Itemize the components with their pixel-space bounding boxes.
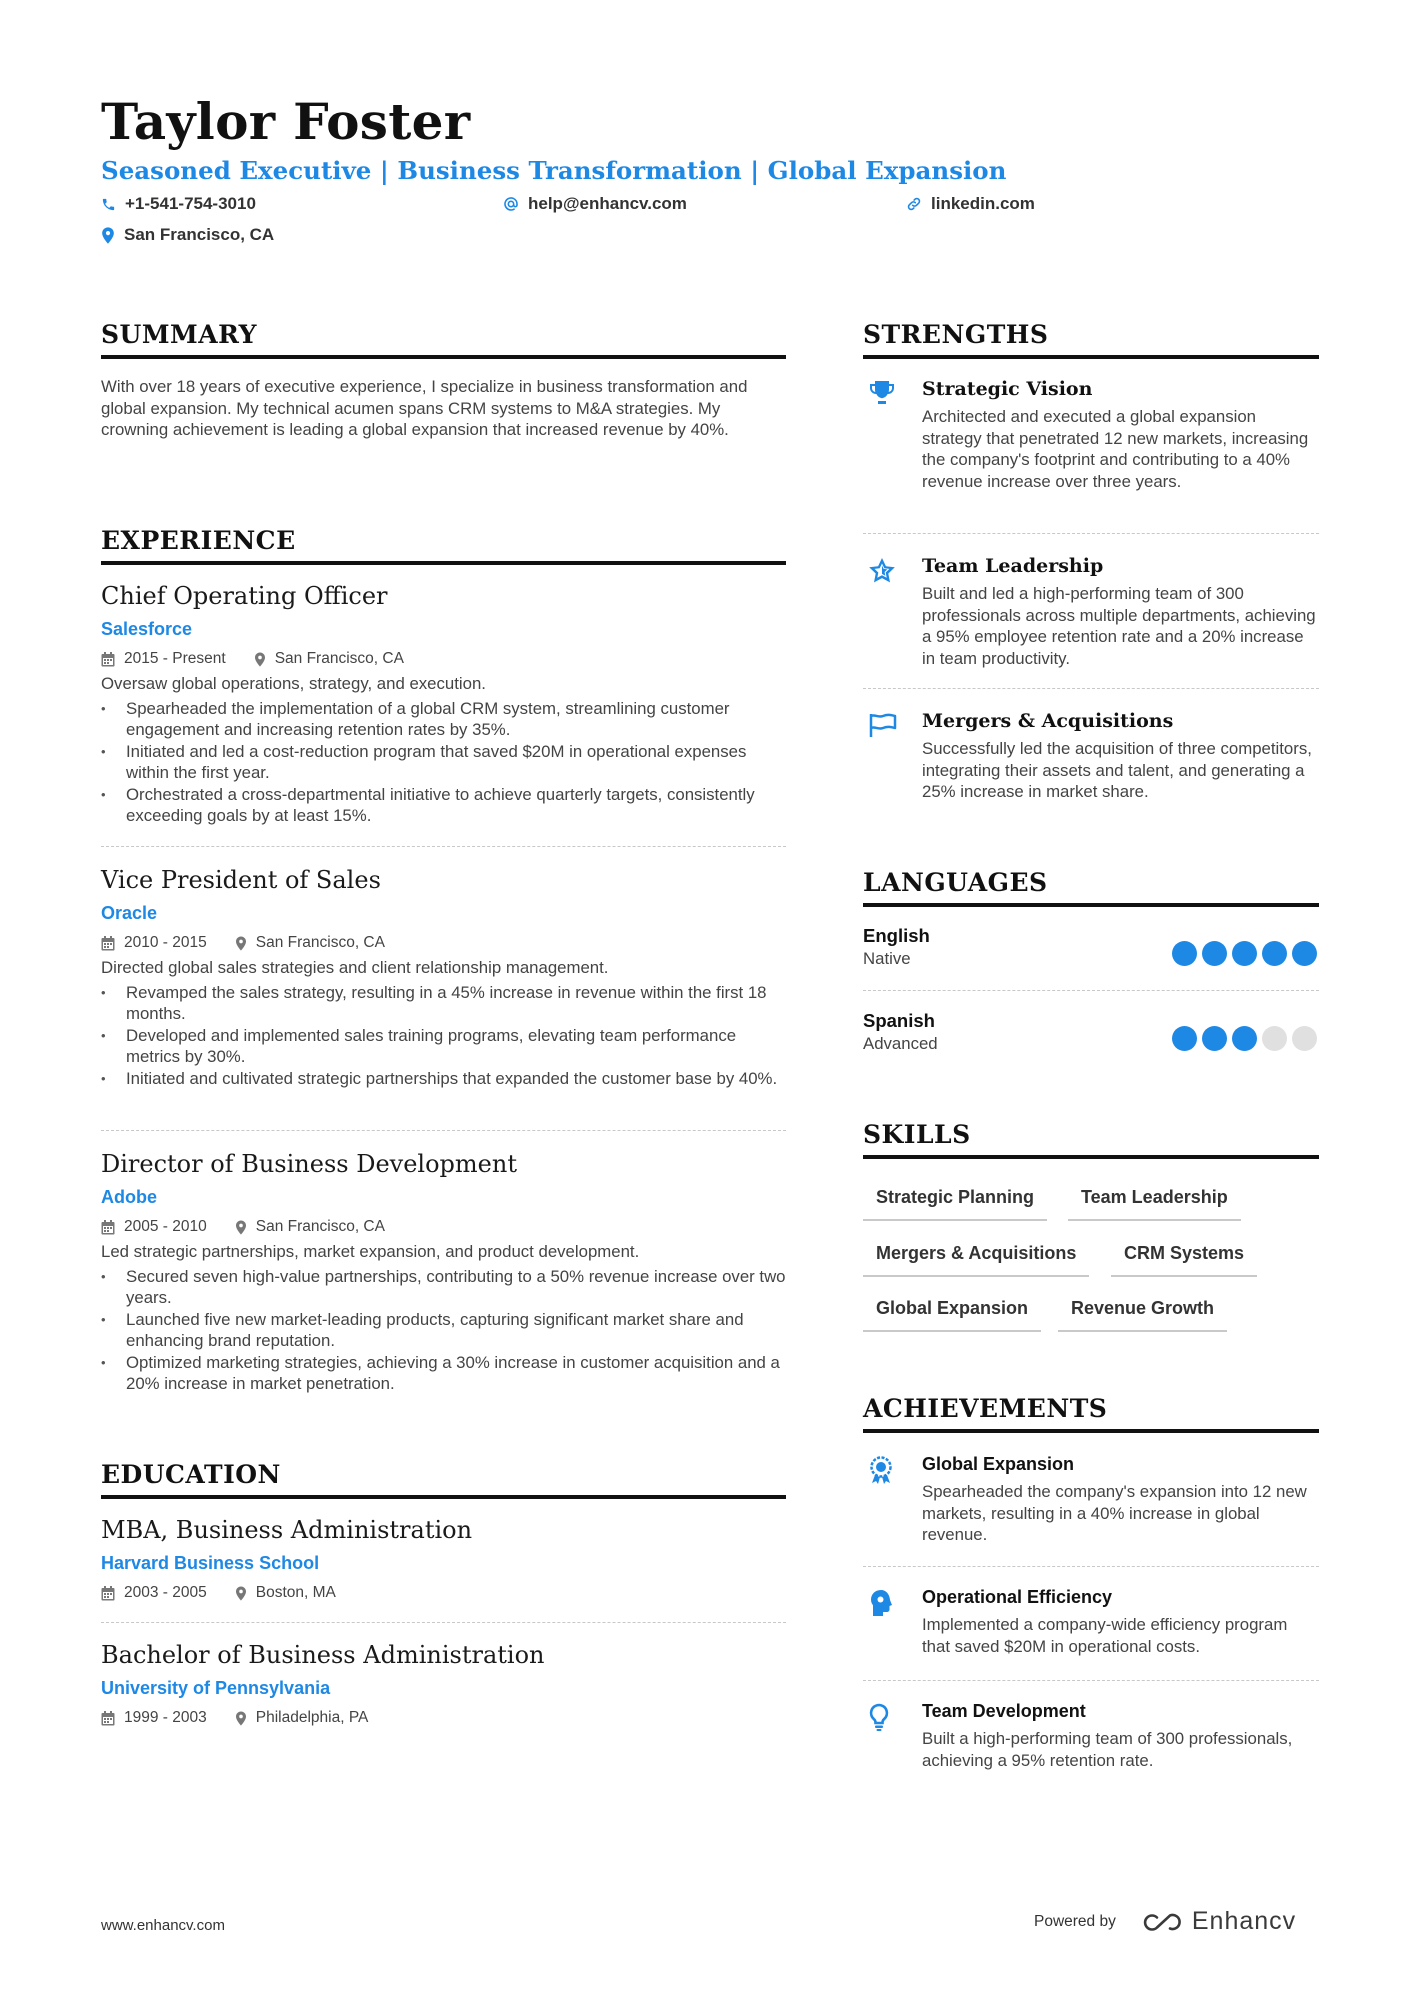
enhancv-logo-icon [1142,1910,1186,1934]
job-description: Directed global sales strategies and client relationship management. [101,958,609,977]
skill-tag: Revenue Growth [1058,1298,1227,1332]
job-title: Director of Business Development [101,1150,517,1178]
award-icon [868,1456,894,1484]
divider [863,1680,1319,1681]
skills-title: SKILLS [863,1120,1319,1159]
divider [863,1566,1319,1567]
headline: Seasoned Executive | Business Transformation | Global Expansion [101,156,1007,185]
strength-item [863,378,1319,492]
strengths-title: STRENGTHS [863,320,1319,359]
rating-dot-filled [1292,941,1317,966]
strength-text: Built and led a high-performing team of 300 professionals across multiple departments, achieving a 95% employee retention rate and a 20% increase in team productivity. [922,584,1316,668]
achievement-item [863,1701,1319,1771]
map-pin-icon [235,1586,247,1601]
language-name: Spanish [863,1010,935,1031]
map-pin-icon [254,652,266,667]
candidate-name: Taylor Foster [101,92,471,151]
rating-dot-filled [1232,1026,1257,1051]
map-pin-icon [235,1711,247,1726]
job-meta [101,1218,786,1236]
divider [101,1130,786,1131]
job-entry [101,1150,786,1395]
achievement-title: Team Development [922,1701,1086,1721]
bullet-item: • Spearheaded the implementation of a global CRM system, streamlining customer engagement and increasing retention rates by 35%. [101,698,786,741]
calendar-icon [101,1220,115,1235]
divider [863,990,1319,991]
brand-name: Enhancv [1191,1907,1297,1935]
job-company[interactable]: Adobe [101,1187,157,1207]
education-entry [101,1516,786,1602]
location-contact [101,225,274,245]
job-dates: 2015 - Present [124,650,226,667]
job-entry [101,582,786,827]
strength-text: Successfully led the acquisition of three competitors, integrating their assets and talent, and generating a 25% increase in market share. [922,739,1312,801]
rating-dot-filled [1172,941,1197,966]
education-meta [101,1584,786,1602]
job-description: Led strategic partnerships, market expansion, and product development. [101,1242,640,1261]
language-rating [1167,941,1317,966]
map-pin-icon [101,227,115,244]
education-entry [101,1641,786,1727]
divider [863,533,1319,534]
linkedin-contact[interactable] [906,194,1035,214]
linkedin-text: linkedin.com [931,194,1035,213]
at-icon [503,196,519,212]
email-text: help@enhancv.com [528,194,687,213]
job-dates: 2010 - 2015 [124,934,207,951]
school[interactable]: Harvard Business School [101,1553,320,1573]
summary-text: With over 18 years of executive experience, I specialize in business transformation and global expansion. My technical acumen spans CRM systems to M&A strategies. My crowning achievement is leading a global expansion that increased revenue by 40%. [101,377,748,439]
strength-item [863,555,1319,669]
job-bullets [101,982,786,1090]
star-icon [868,557,896,584]
divider [863,688,1319,689]
job-description: Oversaw global operations, strategy, and execution. [101,674,486,693]
achievement-text: Implemented a company-wide efficiency program that saved $20M in operational costs. [922,1615,1288,1656]
job-location: San Francisco, CA [274,650,404,667]
job-company[interactable]: Salesforce [101,619,193,639]
language-item [863,925,1319,969]
rating-dot-filled [1202,941,1227,966]
rating-dot-filled [1232,941,1257,966]
footer-branding[interactable] [1034,1907,1296,1936]
education-title: EDUCATION [101,1460,786,1499]
bullet-item: • Revamped the sales strategy, resulting in a 45% increase in revenue within the first 18 months. [101,982,786,1025]
calendar-icon [101,936,115,951]
languages-title: LANGUAGES [863,868,1319,907]
divider [101,846,786,847]
skill-tag: Global Expansion [863,1298,1041,1332]
trophy-icon [868,380,896,406]
rating-dot-empty [1292,1026,1317,1051]
link-icon [906,196,922,212]
phone-contact[interactable] [101,194,256,214]
head-gear-icon [868,1589,894,1617]
strength-title: Strategic Vision [922,378,1093,400]
rating-dot-filled [1262,941,1287,966]
flag-icon [868,712,898,738]
job-meta [101,650,786,668]
degree: MBA, Business Administration [101,1516,473,1544]
achievement-text: Built a high-performing team of 300 professionals, achieving a 95% retention rate. [922,1729,1293,1770]
education-dates: 1999 - 2003 [124,1709,207,1726]
divider [101,1622,786,1623]
achievement-text: Spearheaded the company's expansion into 12 new markets, resulting in a 40% increase in global revenue. [922,1482,1307,1544]
phone-icon [101,197,116,212]
skill-tag: CRM Systems [1111,1243,1257,1277]
education-dates: 2003 - 2005 [124,1584,207,1601]
calendar-icon [101,1586,115,1601]
language-rating [1167,1026,1317,1051]
education-meta [101,1709,786,1727]
map-pin-icon [235,1220,247,1235]
job-bullets [101,1266,786,1395]
brand-logo [1142,1907,1296,1936]
strength-text: Architected and executed a global expansion strategy that penetrated 12 new markets, increasing the company's footprint and contributing to a 40% revenue increase over three years. [922,407,1309,491]
strength-item [863,710,1319,803]
rating-dot-empty [1262,1026,1287,1051]
job-company[interactable]: Oracle [101,903,158,923]
job-dates: 2005 - 2010 [124,1218,207,1235]
experience-title: EXPERIENCE [101,526,786,565]
bullet-item: • Developed and implemented sales training programs, elevating team performance metrics by 30%. [101,1025,786,1068]
education-location: Boston, MA [255,1584,336,1601]
calendar-icon [101,1711,115,1726]
phone-text: +1-541-754-3010 [125,194,256,213]
strength-title: Team Leadership [922,555,1104,577]
bullet-item: • Initiated and led a cost-reduction program that saved $20M in operational expenses within the first year. [101,741,786,784]
job-meta [101,934,786,952]
calendar-icon [101,652,115,667]
skill-tag: Mergers & Acquisitions [863,1243,1089,1277]
powered-by-label: Powered by [1034,1912,1116,1930]
job-title: Vice President of Sales [101,866,381,894]
bullet-item: • Optimized marketing strategies, achieving a 30% increase in customer acquisition and a 20% increase in market penetration. [101,1352,786,1395]
job-entry [101,866,786,1089]
achievements-title: ACHIEVEMENTS [863,1394,1319,1433]
degree: Bachelor of Business Administration [101,1641,545,1669]
email-contact[interactable] [503,194,687,214]
language-level: Advanced [863,1034,938,1053]
language-name: English [863,925,930,946]
job-title: Chief Operating Officer [101,582,388,610]
lightbulb-icon [868,1703,890,1731]
school[interactable]: University of Pennsylvania [101,1678,331,1698]
achievement-title: Global Expansion [922,1454,1075,1474]
achievement-title: Operational Efficiency [922,1587,1113,1607]
location-text: San Francisco, CA [124,225,275,244]
job-bullets [101,698,786,827]
footer-website[interactable]: www.enhancv.com [101,1917,225,1934]
summary-title: SUMMARY [101,320,786,359]
bullet-item: • Orchestrated a cross-departmental initiative to achieve quarterly targets, consistently exceeding goals by at least 15%. [101,784,786,827]
rating-dot-filled [1202,1026,1227,1051]
job-location: San Francisco, CA [255,934,385,951]
skill-tag: Strategic Planning [863,1187,1047,1221]
education-location: Philadelphia, PA [255,1709,369,1726]
bullet-item: • Launched five new market-leading products, capturing significant market share and enhancing brand reputation. [101,1309,786,1352]
rating-dot-filled [1172,1026,1197,1051]
bullet-item: • Secured seven high-value partnerships, contributing to a 50% revenue increase over two years. [101,1266,786,1309]
language-item [863,1010,1319,1054]
skill-tag: Team Leadership [1068,1187,1241,1221]
bullet-item: • Initiated and cultivated strategic partnerships that expanded the customer base by 40%. [101,1068,786,1090]
job-location: San Francisco, CA [255,1218,385,1235]
achievement-item [863,1454,1319,1546]
map-pin-icon [235,936,247,951]
language-level: Native [863,949,911,968]
achievement-item [863,1587,1319,1657]
strength-title: Mergers & Acquisitions [922,710,1174,732]
